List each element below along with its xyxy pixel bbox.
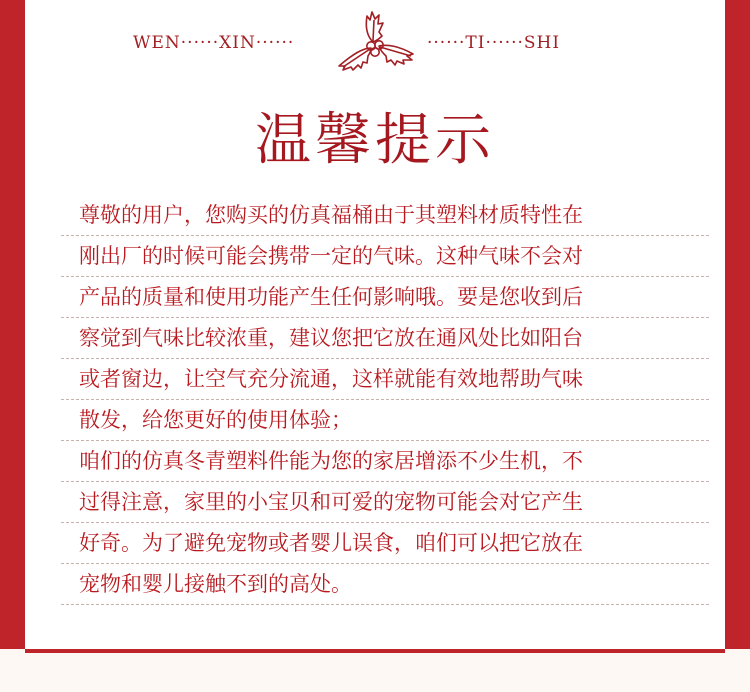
text-line: 宠物和婴儿接触不到的高处。 xyxy=(61,564,709,605)
text-line: 好奇。为了避免宠物或者婴儿误食，咱们可以把它放在 xyxy=(61,523,709,564)
bottom-band xyxy=(0,649,750,692)
text-line: 过得注意，家里的小宝贝和可爱的宠物可能会对它产生 xyxy=(61,482,709,523)
text-line: 咱们的仿真冬青塑料件能为您的家居增添不少生机，不 xyxy=(61,441,709,482)
page-title: 温馨提示 xyxy=(255,108,495,173)
bottom-divider xyxy=(25,649,725,653)
text-line: 尊敬的用户，您购买的仿真福桶由于其塑料材质特性在 xyxy=(61,195,709,236)
notice-text xyxy=(79,195,699,605)
header-left-text: WEN······XIN······ xyxy=(133,33,295,53)
text-line: 刚出厂的时候可能会携带一定的气味。这种气味不会对 xyxy=(61,236,709,277)
text-line: 或者窗边，让空气充分流通，这样就能有效地帮助气味 xyxy=(61,359,709,400)
holly-icon xyxy=(333,6,417,72)
header-right-text: ······TI······SHI xyxy=(427,33,561,53)
text-line: 察觉到气味比较浓重，建议您把它放在通风处比如阳台 xyxy=(61,318,709,359)
text-line: 散发，给您更好的使用体验； xyxy=(61,400,709,441)
text-line: 产品的质量和使用功能产生任何影响哦。要是您收到后 xyxy=(61,277,709,318)
